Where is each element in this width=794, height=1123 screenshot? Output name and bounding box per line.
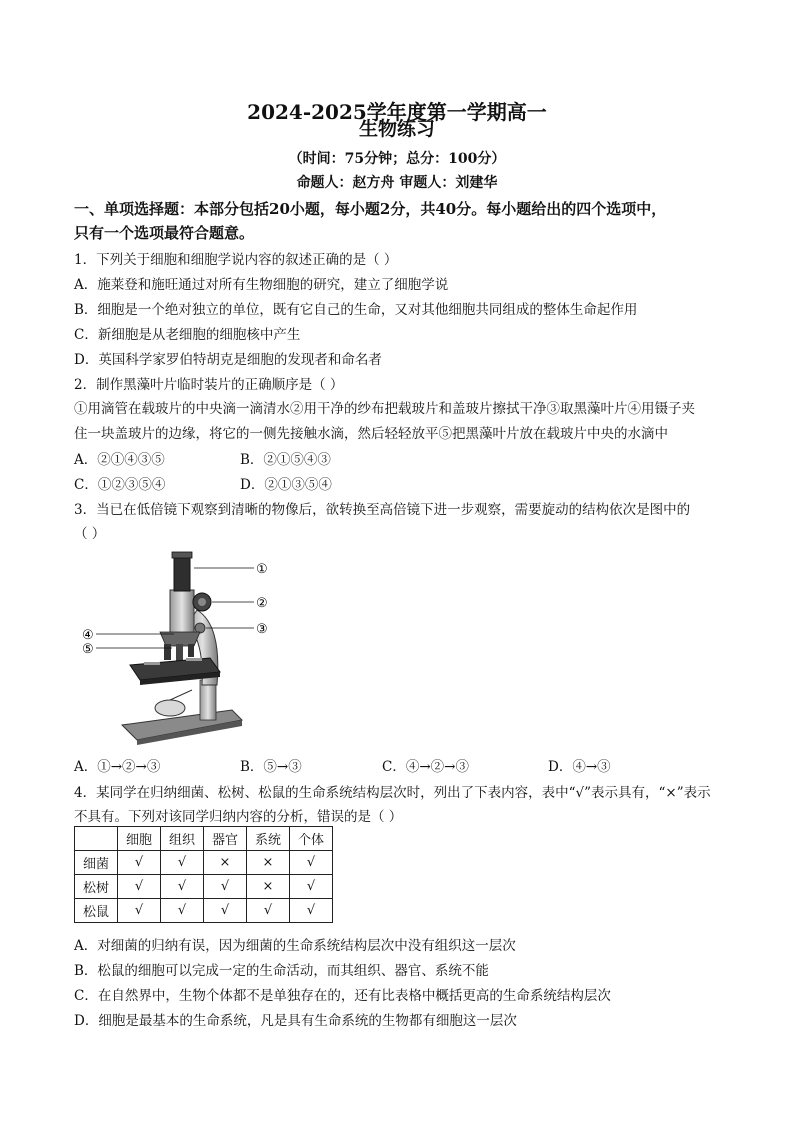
table-cell: × [247, 851, 290, 875]
authors-info: 命题人：赵方舟 审题人：刘建华 [296, 175, 498, 191]
q3-stem-line2: （ ） [74, 526, 106, 542]
table-header-cell: 个体 [290, 827, 333, 851]
table-cell: √ [118, 875, 161, 899]
table-cell: √ [118, 851, 161, 875]
table-row [75, 851, 333, 875]
table-header-cell: 系统 [247, 827, 290, 851]
section-heading-line2: 只有一个选项最符合题意。 [74, 224, 255, 242]
q4-option-a: A．对细菌的归纳有误，因为细菌的生命系统结构层次中没有组织这一层次 [74, 938, 516, 954]
table-cell: √ [204, 875, 247, 899]
q4-stem-line2: 不具有。下列对该同学归纳内容的分析，错误的是（ ） [74, 809, 403, 825]
microscope-figure [82, 550, 282, 745]
microscope-label-5: ⑤ [82, 642, 94, 657]
microscope-label-2: ② [256, 596, 268, 611]
time-score-info: （时间：75分钟；总分：100分） [288, 151, 506, 167]
q2-stem: 2．制作黑藻叶片临时装片的正确顺序是（ ） [74, 377, 344, 393]
table-cell: √ [161, 851, 204, 875]
table-cell: √ [290, 875, 333, 899]
q2-steps-line2: 住一块盖玻片的边缘，将它的一侧先接触水滴，然后轻轻放平⑤把黑藻叶片放在载玻片中央的水滴中 [74, 426, 668, 442]
exam-subtitle: 生物练习 [358, 118, 435, 140]
q2-steps-line1: ①用滴管在载玻片的中央滴一滴清水②用干净的纱布把载玻片和盖玻片擦拭干净③取黑藻叶片④用镊子夹 [74, 401, 695, 417]
microscope-label-3: ③ [256, 622, 268, 637]
table-cell: × [204, 851, 247, 875]
q2-option-b: B．②①⑤④③ [240, 452, 331, 468]
q3-option-d: D．④→③ [548, 759, 611, 775]
table-header-cell: 器官 [204, 827, 247, 851]
q4-stem-line1: 4．某同学在归纳细菌、松树、松鼠的生命系统结构层次时，列出了下表内容，表中“√”表示具有，“×”表示 [74, 785, 711, 801]
table-row [75, 875, 333, 899]
q2-option-c: C．①②③⑤④ [74, 477, 166, 493]
q4-option-d: D．细胞是最基本的生命系统，凡是具有生命系统的生物都有细胞这一层次 [74, 1013, 517, 1029]
q1-stem: 1．下列关于细胞和细胞学说内容的叙述正确的是（ ） [74, 252, 398, 268]
microscope-label-1: ① [256, 562, 268, 577]
table-cell: √ [161, 899, 204, 923]
table-cell: √ [290, 899, 333, 923]
table-row-label: 细菌 [75, 851, 118, 875]
table-cell: √ [204, 899, 247, 923]
table-header-cell: 组织 [161, 827, 204, 851]
table-row-label: 松鼠 [75, 899, 118, 923]
q3-option-c: C．④→②→③ [382, 759, 469, 775]
table-cell: √ [290, 851, 333, 875]
exam-title: 2024-2025学年度第一学期高一 [247, 100, 547, 124]
table-cell: √ [118, 899, 161, 923]
q3-option-b: B．⑤→③ [240, 759, 302, 775]
q2-option-d: D．②①③⑤④ [240, 477, 332, 493]
table-cell: × [247, 875, 290, 899]
q1-option-c: C．新细胞是从老细胞的细胞核中产生 [74, 327, 301, 343]
table-row-label: 松树 [75, 875, 118, 899]
q1-option-d: D．英国科学家罗伯特胡克是细胞的发现者和命名者 [74, 352, 382, 368]
microscope-label-4: ④ [82, 628, 94, 643]
table-cell: √ [161, 875, 204, 899]
section-heading-line1: 一、单项选择题：本部分包括20小题，每小题2分，共40分。每小题给出的四个选项中， [74, 200, 667, 218]
q4-option-c: C．在自然界中，生物个体都不是单独存在的，还有比表格中概括更高的生命系统结构层次 [74, 988, 611, 1004]
q1-option-a: A．施莱登和施旺通过对所有生物细胞的研究，建立了细胞学说 [74, 277, 449, 293]
q4-option-b: B．松鼠的细胞可以完成一定的生命活动，而其组织、器官、系统不能 [74, 963, 489, 979]
life-system-table [74, 826, 333, 923]
q3-option-a: A．①→②→③ [74, 759, 161, 775]
table-cell: √ [247, 899, 290, 923]
table-header-row [75, 827, 333, 851]
table-row [75, 899, 333, 923]
q3-stem-line1: 3．当已在低倍镜下观察到清晰的物像后，欲转换至高倍镜下进一步观察，需要旋动的结构依次是图中的 [74, 502, 691, 518]
table-header-cell: 细胞 [118, 827, 161, 851]
q2-option-a: A．②①④③⑤ [74, 452, 165, 468]
q1-option-b: B．细胞是一个绝对独立的单位，既有它自己的生命，又对其他细胞共同组成的整体生命起作用 [74, 302, 638, 318]
table-header-cell [75, 827, 118, 851]
